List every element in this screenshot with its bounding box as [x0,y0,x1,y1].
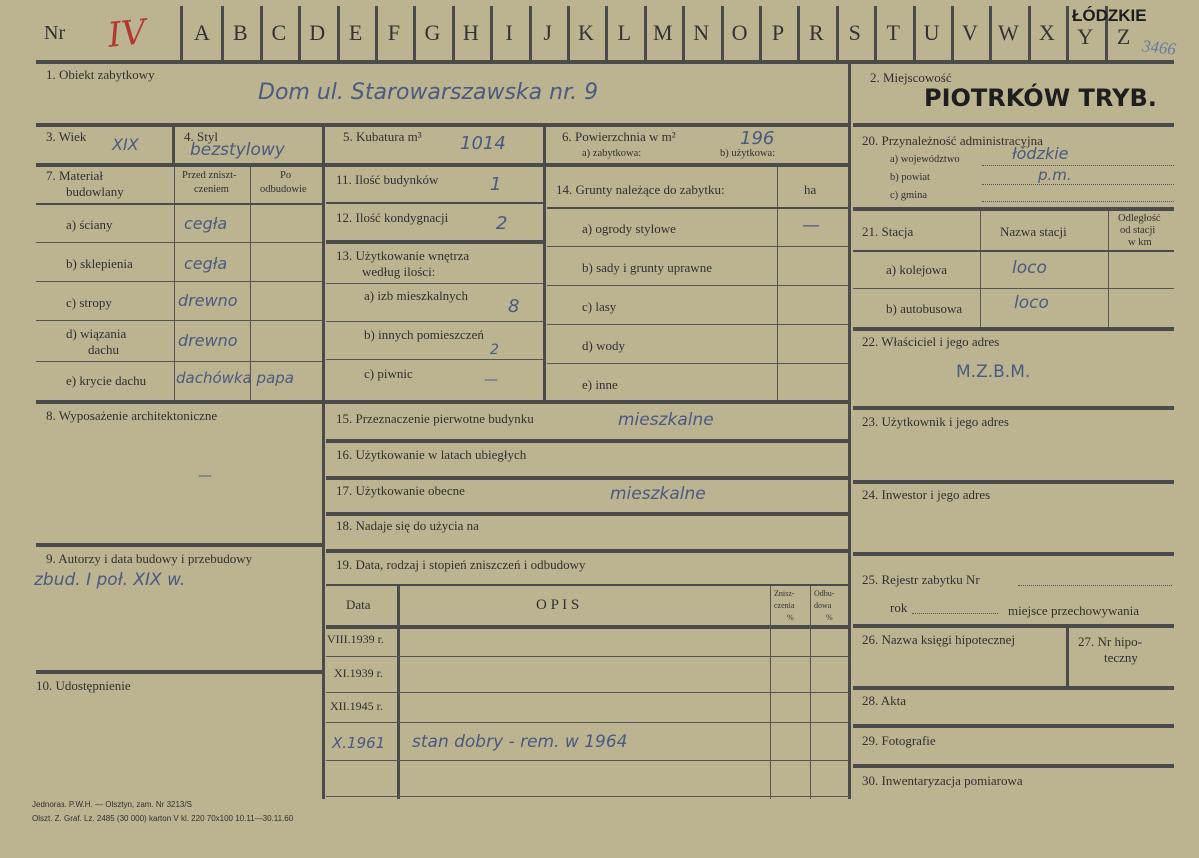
letter-divider [797,6,800,60]
letter-divider [1028,6,1031,60]
rule-f22 [853,406,1174,410]
rule-f23 [853,480,1174,484]
f14-rule-d [547,363,848,364]
rule-f26 [853,686,1174,690]
f7-rule-a [36,242,322,243]
rule-f28 [853,724,1174,728]
letter-l: L [617,20,632,45]
f25-rok-dots [912,613,998,614]
rule-f13-a [326,321,543,322]
rule-f2 [853,123,1174,127]
f19-rule-2 [326,692,849,693]
f7-row-d-label-2: dachu [88,342,120,357]
letter-m: M [653,20,673,45]
rule-f13-b [326,359,543,360]
left-column-divider [322,127,325,799]
f8-value: — [198,468,212,484]
f29-label: 29. Fotografie [862,733,936,748]
divider-5-6 [543,127,546,163]
letter-c: C [271,20,287,45]
f14-rule-c [547,324,848,325]
letter-z: Z [1116,24,1131,49]
f19-col-rebuild-1: Odbu- [814,589,835,598]
f14-row-c: c) lasy [582,299,617,314]
f4-label: 4. Styl [184,129,218,144]
f3-label: 3. Wiek [46,129,87,144]
letter-divider [836,6,839,60]
f21-col-line-1 [980,211,981,327]
f21-col-dist-2: od stacji [1120,225,1156,236]
f2-value: PIOTRKÓW TRYB. [924,84,1157,112]
f14-row-e: e) inne [582,377,618,392]
f6-value: 196 [740,128,775,149]
f5-value: 1014 [460,133,506,154]
f12-value: 2 [496,213,508,234]
f7-row-a-label: a) ściany [66,217,113,232]
rule-f25 [853,624,1174,628]
f19-rule-5 [326,796,849,797]
divider-26-27 [1066,628,1069,688]
right-column-divider [848,64,851,799]
f5-label: 5. Kubatura m³ [343,129,422,144]
f7-label-1: 7. Materiał [46,168,104,183]
f22-value: M.Z.B.M. [956,362,1031,382]
f28-label: 28. Akta [862,693,907,708]
f6-a: a) zabytkowa: [582,148,642,159]
f19-col-rebuild-2: dowa [814,601,832,610]
rule-f20 [853,207,1174,211]
letter-g: G [424,20,441,45]
rule-f8 [36,543,323,547]
footer-line-2: Olszt. Z. Graf. Lz. 2485 (30 000) karton V kl. 220 70x100 10.11—30.11.60 [32,814,294,823]
f18-label: 18. Nadaje się do użycia na [336,518,479,533]
rule-f7-bottom [36,400,849,404]
f7-label-2: budowlany [66,184,124,199]
f7-head-rule [36,203,322,205]
f21-col-dist-1: Odległość [1118,213,1161,224]
f7-row-b-label: b) sklepienia [66,256,133,271]
f13-a-value: 8 [508,296,520,317]
letter-divider [951,6,954,60]
letter-divider [567,6,570,60]
f21-col-line-2 [1108,211,1109,327]
letter-divider [682,6,685,60]
f30-label: 30. Inwentaryzacja pomiarowa [862,773,1023,788]
f19-col-rebuild-3: % [826,613,833,622]
f20-c-dots [982,201,1174,202]
f21-b-value: loco [1014,293,1049,313]
f7-rule-c [36,320,322,321]
f14-row-a-value: — [802,215,820,236]
f19-label: 19. Data, rodzaj i stopień zniszczeń i odbudowy [336,557,586,572]
f14-unit: ha [804,182,817,197]
f7-col-before-1: Przed zniszt- [182,170,237,181]
f13-b-value: 2 [490,342,499,358]
f20-a: a) województwo [890,154,960,165]
letter-y: Y [1077,24,1094,49]
letter-divider [490,6,493,60]
header-bottom-rule [36,60,1174,64]
letter-divider [605,6,608,60]
f25-miejsce: miejsce przechowywania [1008,603,1140,618]
letter-divider [298,6,301,60]
f21-col-name: Nazwa stacji [1000,224,1067,239]
rule-f11 [326,202,543,204]
f19-col-destr-2: czenia [774,601,795,610]
f21-label: 21. Stacja [862,224,914,239]
f7-row-c-value: drewno [178,291,238,310]
letter-b: B [233,20,248,45]
f20-b-value: p.m. [1038,166,1072,184]
province-stamp: ŁÓDZKIE [1072,6,1147,25]
f7-col-after-1: Po [280,170,292,181]
f21-rule-a [853,288,1174,289]
f9-label: 9. Autorzy i data budowy i przebudowy [46,551,253,566]
divider-13-14 [543,166,546,400]
f20-b: b) powiat [890,172,930,183]
f21-b: b) autobusowa [886,301,963,316]
f13-b: b) innych pomieszczeń [364,327,484,342]
f7-row-c-label: c) stropy [66,295,112,310]
f25-rok: rok [890,600,908,615]
letter-p: P [771,20,785,45]
f19-col-destr-1: Znisz- [774,589,795,598]
f20-a-value: łódzkie [1012,144,1069,163]
f20-b-dots [982,184,1174,185]
f19-row-2-date: XI.1939 r. [334,666,383,680]
f14-col-line [777,166,778,400]
f20-a-dots [982,165,1174,166]
f27-label-2: teczny [1104,650,1138,665]
f19-rule-1 [326,656,849,657]
letter-e: E [348,20,363,45]
letter-divider [989,6,992,60]
letter-divider [260,6,263,60]
rule-f12 [326,240,543,244]
f7-row-d-label-1: d) wiązania [66,326,127,341]
f19-col-date: Data [346,597,371,612]
f7-col-line-1 [174,166,175,400]
letter-divider [874,6,877,60]
f1-label: 1. Obiekt zabytkowy [46,67,155,82]
nr-value: IV [106,12,148,56]
f20-c: c) gmina [890,190,928,201]
letter-x: X [1038,20,1055,45]
f3-value: XIX [112,135,139,154]
f1-value: Dom ul. Starowarszawska nr. 9 [258,80,599,105]
header-divider [180,6,183,60]
rule-f15 [326,439,849,443]
f13-label-2: według ilości: [362,264,436,279]
letter-o: O [731,20,748,45]
letter-i: I [505,20,513,45]
f21-a-value: loco [1012,258,1047,278]
f7-col-after-2: odbudowie [260,184,307,195]
rule-f9 [36,670,323,674]
f7-row-d-value: drewno [178,331,238,350]
f22-label: 22. Właściciel i jego adres [862,334,1000,349]
f7-row-e-value: dachówka papa [176,369,294,387]
f21-col-dist-3: w km [1128,237,1152,248]
f26-label: 26. Nazwa księgi hipotecznej [862,632,1016,647]
rule-f16 [326,476,849,480]
rule-f1 [36,123,849,127]
f24-label: 24. Inwestor i jego adres [862,487,991,502]
f14-row-a: a) ogrody stylowe [582,221,676,236]
rule-f13-head [326,283,543,284]
f23-label: 23. Użytkownik i jego adres [862,414,1009,429]
letter-j: J [543,20,552,45]
f16-label: 16. Użytkowanie w latach ubiegłych [336,447,527,462]
rule-row3 [36,163,849,167]
f19-rule-3 [326,722,849,723]
f13-c: c) piwnic [364,366,413,381]
f11-value: 1 [490,174,502,195]
f14-rule-b [547,285,848,286]
f14-row-d: d) wody [582,338,625,353]
f7-row-b-value: cegła [184,254,228,273]
letter-divider [337,6,340,60]
letter-h: H [462,20,479,45]
f25-label: 25. Rejestr zabytku Nr [862,572,980,587]
f8-label: 8. Wyposażenie architektoniczne [46,408,218,423]
f13-label-1: 13. Użytkowanie wnętrza [336,248,470,263]
letter-n: N [693,20,710,45]
f7-row-e-label: e) krycie dachu [66,373,147,388]
letter-r: R [809,20,824,45]
f17-label: 17. Użytkowanie obecne [336,483,465,498]
rule-f21 [853,327,1174,331]
f13-c-value: — [484,372,498,388]
letter-divider [413,6,416,60]
f7-col-before-2: czeniem [194,184,229,195]
f13-a: a) izb mieszkalnych [364,288,468,303]
footer-line-1: Jednorаз. P.W.H. — Olsztyn, zam. Nr 3213/S [32,800,192,809]
f6-b: b) użytkowa: [720,148,776,159]
f15-value: mieszkalne [618,410,714,430]
letter-u: U [923,20,940,45]
f20-label: 20. Przynależność administracyjna [862,133,1043,148]
f14-label: 14. Grunty należące do zabytku: [556,182,725,197]
f19-col-destr-3: % [787,613,794,622]
f14-rule-a [547,246,848,247]
rule-f17 [326,512,849,516]
f19-row-1-date: VIII.1939 r. [327,632,384,646]
f19-row-3-date: XII.1945 r. [330,699,383,713]
f27-label-1: 27. Nr hipo- [1078,634,1142,649]
f25-nr-dots [1018,585,1172,586]
f6-label: 6. Powierzchnia w m² [562,129,676,144]
f19-rule-4 [326,760,849,761]
f15-label: 15. Przeznaczenie pierwotne budynku [336,411,534,426]
letter-divider [913,6,916,60]
letter-divider [1066,6,1069,60]
f12-label: 12. Ilość kondygnacji [336,210,449,225]
f9-value: zbud. I poł. XIX w. [34,570,186,590]
f14-head-rule [547,207,848,209]
f19-row-4-desc: stan dobry - rem. w 1964 [412,732,628,752]
letter-divider [529,6,532,60]
letter-t: T [886,20,900,45]
f7-row-a-value: cegła [184,214,228,233]
letter-f: F [387,20,401,45]
f7-col-line-2 [250,166,251,400]
f19-col-desc: O P I S [536,597,580,613]
letter-divider [375,6,378,60]
letter-divider [721,6,724,60]
divider-3-4 [172,127,175,163]
f14-row-b: b) sady i grunty uprawne [582,260,712,275]
f17-value: mieszkalne [610,484,706,504]
stamp-number: 3466 [1141,36,1177,59]
letter-divider [644,6,647,60]
f10-label: 10. Udostępnienie [36,678,131,693]
letter-divider [759,6,762,60]
f21-head-rule [853,250,1174,252]
f4-value: bezstylowy [190,140,285,160]
rule-f18 [326,549,849,553]
letter-divider [452,6,455,60]
f21-a: a) kolejowa [886,262,948,277]
f2-label: 2. Miejscowość [870,70,952,85]
f11-label: 11. Ilość budynków [336,172,439,187]
nr-label: Nr [44,22,66,44]
letter-v: V [962,20,978,45]
f7-rule-b [36,281,322,282]
letter-a: A [194,20,210,45]
rule-f29 [853,764,1174,768]
f7-rule-d [36,361,322,362]
letter-divider [221,6,224,60]
letter-s: S [848,20,861,45]
letter-d: D [309,20,326,45]
letter-w: W [998,20,1019,45]
letter-k: K [578,20,594,45]
rule-f24 [853,552,1174,556]
f19-row-4-date: X.1961 [332,734,386,752]
